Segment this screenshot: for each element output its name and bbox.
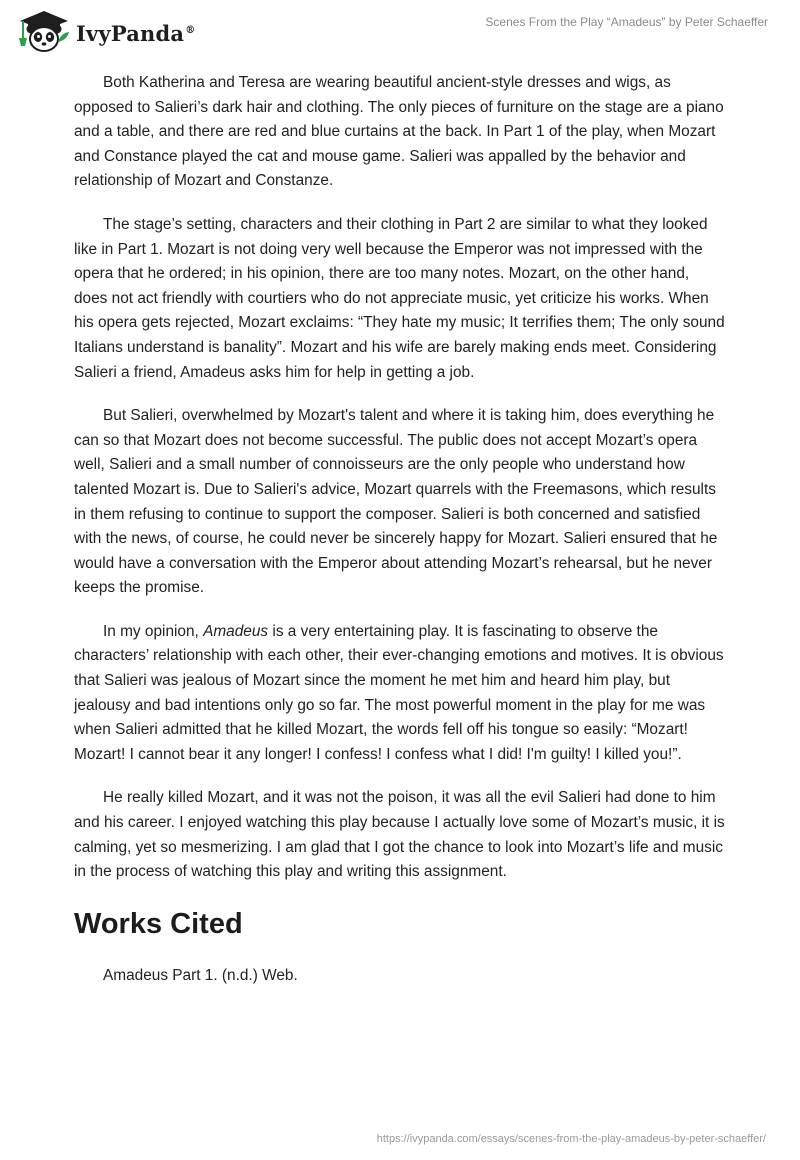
source-url[interactable]: https://ivypanda.com/essays/scenes-from-the-play-amadeus-by-peter-schaeffer/ bbox=[376, 1133, 766, 1145]
logo-name: IvyPanda bbox=[76, 21, 185, 46]
paragraph-4 bbox=[74, 620, 726, 768]
works-cited-heading: Works Cited bbox=[74, 907, 243, 940]
paragraph-2: The stage’s setting, characters and their clothing in Part 2 are similar to what they looked like in Part 1. Mozart is not doing very well because the Emperor was not impressed with the opera that he ordered; in his opinion, there are too many notes. Mozart, on the other hand, does not act friendly with courtiers who do not appreciate music, yet criticize his works. When his opera gets rejected, Mozart exclaims: “They hate my music; It terrifies them; The only sound Italians understand is banality”. Mozart and his wife are barely making ends meet. Considering Salieri a friend, Amadeus asks him for help in getting a job. bbox=[74, 215, 725, 381]
paragraph-3: But Salieri, overwhelmed by Mozart's talent and where it is taking him, does everything he can so that Mozart does not become successful. The public does not accept Mozart’s opera well, Salieri and a small number of connoisseurs are the only people who understand how talented Mozart is. Due to Salieri's advice, Mozart quarrels with the Freemasons, which results in them refusing to continue to support the composer. Salieri is both concerned and satisfied with the news, of course, he could never be sincerely happy for Mozart. Salieri ensured that he would have a conversation with the Emperor about attending Mozart’s rehearsal, but he never keeps the promise. bbox=[74, 407, 718, 597]
paragraph-4-lead: In my opinion, bbox=[103, 622, 204, 640]
paragraph-1: Both Katherina and Teresa are wearing beautiful ancient-style dresses and wigs, as opposed to Salieri’s dark hair and clothing. The only pieces of furniture on the stage are a piano and a table, and there are red and blue curtains at the back. In Part 1 of the play, when Mozart and Constance played the cat and mouse game. Salieri was appalled by the behavior and relationship of Mozart and Constanze. bbox=[74, 74, 724, 190]
document-title: Scenes From the Play “Amadeus” by Peter Schaeffer bbox=[485, 15, 768, 29]
citation-entry: Amadeus Part 1. (n.d.) Web. bbox=[103, 966, 298, 984]
logo-text bbox=[76, 21, 195, 46]
essay-body bbox=[74, 71, 726, 988]
ivypanda-logo[interactable] bbox=[14, 8, 214, 54]
page-header bbox=[0, 0, 800, 60]
paragraph-5: He really killed Mozart, and it was not the poison, it was all the evil Salieri had done to him and his career. I enjoyed watching this play because I actually love some of Mozart’s music, it is calming, yet so mesmerizing. I am glad that I got the chance to look into Mozart’s life and music in the process of watching this play and writing this assignment. bbox=[74, 789, 725, 881]
play-title-emphasis: Amadeus bbox=[203, 622, 269, 640]
registered-mark: ® bbox=[185, 25, 196, 36]
panda-graduation-cap-icon bbox=[14, 8, 74, 54]
paragraph-4-rest: is a very entertaining play. It is fascinating to observe the characters’ relationship with each other, their ever-changing emotions and motives. It is obvious that Salieri was jealous of Mozart since the moment he met him and heard him play, but jealousy and bad intentions only go so far. The most powerful moment in the play for me was when Salieri admitted that he killed Mozart, the words fell off his tongue so easily: “Mozart! Mozart! I cannot bear it any longer! I confess! I confess what I did! I'm guilty! I killed you!”. bbox=[74, 622, 724, 763]
